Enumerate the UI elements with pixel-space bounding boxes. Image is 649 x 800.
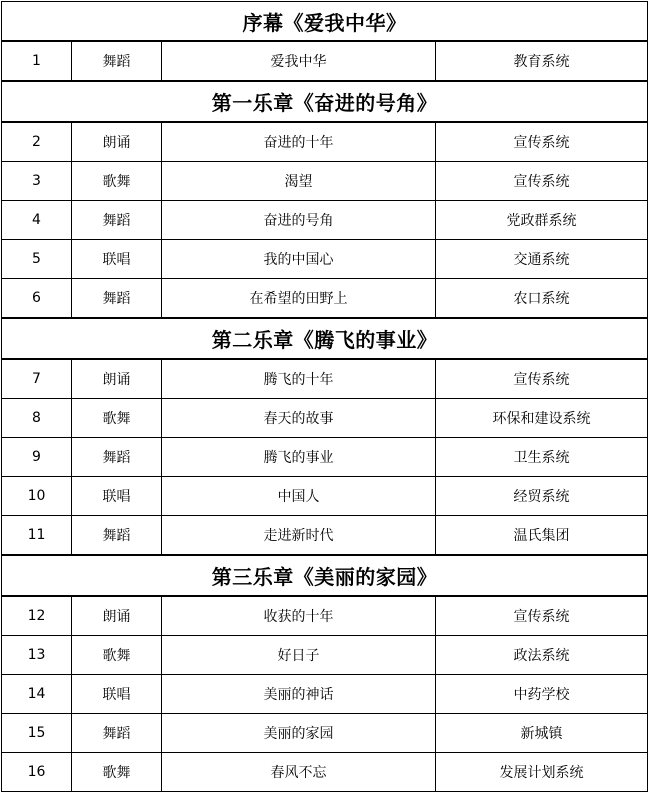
- item-number: 3: [2, 162, 72, 201]
- program-row: [2, 477, 648, 516]
- item-number: 12: [2, 596, 72, 636]
- item-title: 收获的十年: [162, 596, 436, 636]
- section-title: 序幕《爱我中华》: [2, 2, 648, 42]
- item-department: 发展计划系统: [436, 753, 648, 792]
- item-type: 舞蹈: [72, 438, 162, 477]
- item-title: 中国人: [162, 477, 436, 516]
- item-type: 歌舞: [72, 399, 162, 438]
- item-department: 卫生系统: [436, 438, 648, 477]
- item-type: 朗诵: [72, 359, 162, 399]
- program-table: [1, 1, 648, 792]
- item-type: 舞蹈: [72, 279, 162, 319]
- item-department: 宣传系统: [436, 596, 648, 636]
- item-department: 经贸系统: [436, 477, 648, 516]
- item-title: 腾飞的事业: [162, 438, 436, 477]
- item-type: 联唱: [72, 675, 162, 714]
- item-title: 走进新时代: [162, 516, 436, 556]
- program-row: [2, 162, 648, 201]
- item-type: 朗诵: [72, 596, 162, 636]
- item-number: 11: [2, 516, 72, 556]
- program-row: [2, 753, 648, 792]
- item-number: 13: [2, 636, 72, 675]
- item-title: 我的中国心: [162, 240, 436, 279]
- program-row: [2, 240, 648, 279]
- item-department: 温氏集团: [436, 516, 648, 556]
- item-department: 政法系统: [436, 636, 648, 675]
- item-type: 歌舞: [72, 636, 162, 675]
- program-row: [2, 122, 648, 162]
- item-department: 党政群系统: [436, 201, 648, 240]
- item-number: 7: [2, 359, 72, 399]
- section-title: 第二乐章《腾飞的事业》: [2, 318, 648, 359]
- item-number: 9: [2, 438, 72, 477]
- program-row: [2, 359, 648, 399]
- item-type: 联唱: [72, 240, 162, 279]
- program-row: [2, 636, 648, 675]
- program-row: [2, 201, 648, 240]
- item-title: 奋进的十年: [162, 122, 436, 162]
- item-type: 舞蹈: [72, 714, 162, 753]
- item-number: 1: [2, 41, 72, 81]
- item-number: 2: [2, 122, 72, 162]
- item-number: 5: [2, 240, 72, 279]
- item-title: 奋进的号角: [162, 201, 436, 240]
- section-header-row: [2, 2, 648, 42]
- item-department: 中药学校: [436, 675, 648, 714]
- program-row: [2, 675, 648, 714]
- program-row: [2, 596, 648, 636]
- program-row: [2, 399, 648, 438]
- item-title: 春天的故事: [162, 399, 436, 438]
- program-row: [2, 438, 648, 477]
- program-table-body: [2, 2, 648, 792]
- item-type: 歌舞: [72, 162, 162, 201]
- item-title: 在希望的田野上: [162, 279, 436, 319]
- item-number: 16: [2, 753, 72, 792]
- item-title: 春风不忘: [162, 753, 436, 792]
- item-title: 爱我中华: [162, 41, 436, 81]
- item-type: 联唱: [72, 477, 162, 516]
- item-department: 教育系统: [436, 41, 648, 81]
- item-number: 4: [2, 201, 72, 240]
- item-number: 15: [2, 714, 72, 753]
- section-header-row: [2, 318, 648, 359]
- item-department: 新城镇: [436, 714, 648, 753]
- item-department: 宣传系统: [436, 122, 648, 162]
- section-title: 第三乐章《美丽的家园》: [2, 555, 648, 596]
- section-header-row: [2, 81, 648, 122]
- program-row: [2, 516, 648, 556]
- item-department: 农口系统: [436, 279, 648, 319]
- item-type: 歌舞: [72, 753, 162, 792]
- item-title: 渴望: [162, 162, 436, 201]
- program-row: [2, 41, 648, 81]
- item-type: 舞蹈: [72, 516, 162, 556]
- item-title: 美丽的家园: [162, 714, 436, 753]
- item-number: 14: [2, 675, 72, 714]
- item-number: 6: [2, 279, 72, 319]
- program-row: [2, 279, 648, 319]
- item-department: 环保和建设系统: [436, 399, 648, 438]
- program-row: [2, 714, 648, 753]
- item-number: 10: [2, 477, 72, 516]
- section-header-row: [2, 555, 648, 596]
- item-type: 舞蹈: [72, 201, 162, 240]
- item-type: 舞蹈: [72, 41, 162, 81]
- item-department: 交通系统: [436, 240, 648, 279]
- item-department: 宣传系统: [436, 359, 648, 399]
- item-title: 腾飞的十年: [162, 359, 436, 399]
- item-number: 8: [2, 399, 72, 438]
- item-department: 宣传系统: [436, 162, 648, 201]
- section-title: 第一乐章《奋进的号角》: [2, 81, 648, 122]
- item-title: 好日子: [162, 636, 436, 675]
- item-title: 美丽的神话: [162, 675, 436, 714]
- item-type: 朗诵: [72, 122, 162, 162]
